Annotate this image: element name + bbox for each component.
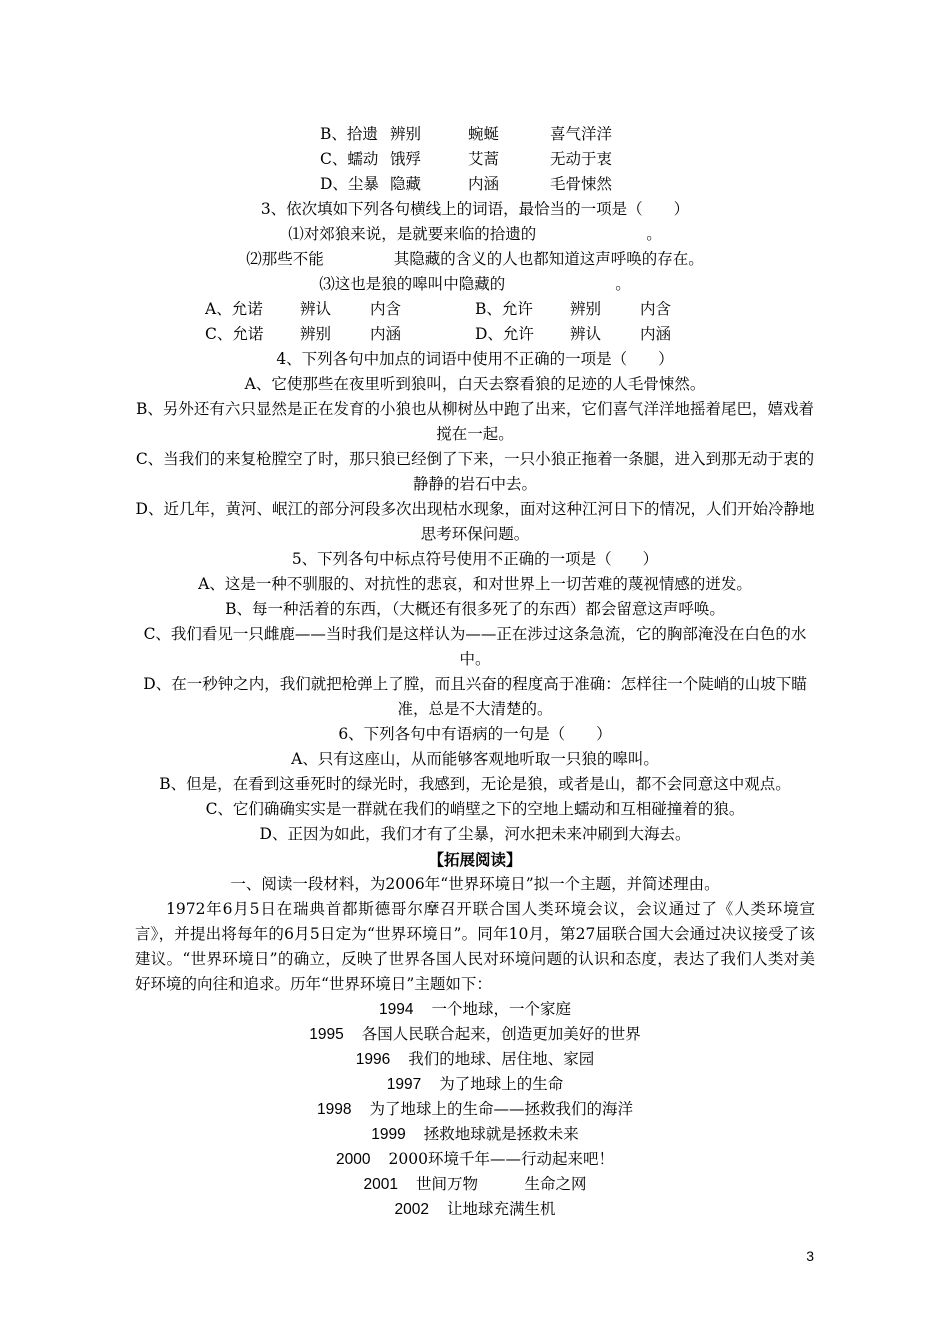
- q5-option-c: C、我们看见一只雌鹿——当时我们是这样认为——正在涉过这条急流，它的胸部淹没在白色的水中。: [143, 625, 807, 668]
- option-label: B、允许: [475, 300, 533, 318]
- sentence-text: ⑴对郊狼来说，是就要来临的拾遗的: [288, 225, 537, 243]
- theme-text: 各国人民联合起来，创造更加美好的世界: [361, 1025, 641, 1043]
- theme-text: 为了地球上的生命——拯救我们的海洋: [369, 1100, 633, 1118]
- q2-option-b: [135, 122, 815, 147]
- sentence-text: 。: [615, 275, 631, 293]
- option-word: 辨别: [300, 325, 332, 343]
- option-word: 隐藏: [390, 175, 422, 193]
- theme-row: [135, 1197, 815, 1222]
- theme-text: 让地球充满生机: [446, 1200, 556, 1218]
- option-label: C、蠕动: [320, 150, 379, 168]
- option-word: 内涵: [468, 175, 500, 193]
- q4-option-d: D、近几年，黄河、岷江的部分河段多次出现枯水现象，面对这种江河日下的情况，人们开始冷静地思考环保问题。: [135, 500, 815, 543]
- q5-option-a: A、这是一种不驯服的、对抗性的悲哀，和对世界上一切苦难的蔑视情感的迸发。: [198, 575, 752, 593]
- theme-row: [135, 997, 815, 1022]
- option-word: 艾蒿: [468, 150, 500, 168]
- q3-sentence-2: [135, 247, 815, 272]
- option-word: 内含: [640, 300, 672, 318]
- sentence-text: ⑶这也是狼的嗥叫中隐藏的: [319, 275, 506, 293]
- q6-option-a: A、只有这座山，从而能够客观地听取一只狼的嗥叫。: [291, 750, 659, 768]
- extended-reading-heading: 【拓展阅读】: [428, 850, 522, 869]
- q4-option-a: A、它使那些在夜里听到狼叫，白天去察看狼的足迹的人毛骨悚然。: [244, 375, 706, 393]
- option-word: 辨别: [570, 300, 602, 318]
- option-word: 内涵: [640, 325, 672, 343]
- theme-text: 我们的地球、居住地、家园: [408, 1050, 595, 1068]
- q3-sentence-1: [135, 222, 815, 247]
- option-word: 无动于衷: [550, 150, 613, 168]
- q5-stem: 5、下列各句中标点符号使用不正确的一项是（ ）: [291, 550, 659, 568]
- q5-option-d: D、在一秒钟之内，我们就把枪弹上了膛，而且兴奋的程度高于准确：怎样往一个陡峭的山坡下瞄准，总是不大清楚的。: [143, 675, 807, 718]
- q6-option-d: D、正因为如此，我们才有了尘暴，河水把未来冲刷到大海去。: [259, 825, 691, 843]
- option-label: B、拾遗: [320, 125, 378, 143]
- q3-option-b: [475, 297, 745, 322]
- theme-row: [135, 1022, 815, 1047]
- extended-task: 一、阅读一段材料，为2006年“世界环境日”拟一个主题，并简述理由。: [230, 875, 720, 893]
- theme-row: [135, 1122, 815, 1147]
- option-word: 蜿蜒: [468, 125, 500, 143]
- page-number: 3: [806, 1248, 814, 1264]
- q4-option-c: C、当我们的来复枪膛空了时，那只狼已经倒了下来，一只小狼正拖着一条腿，进入到那无动于衷的静静的岩石中去。: [135, 450, 815, 493]
- q3-option-c: [205, 322, 475, 347]
- option-word: 毛骨悚然: [550, 175, 613, 193]
- theme-text: 世间万物 生命之网: [415, 1175, 587, 1193]
- q3-options-ab: [135, 297, 815, 322]
- theme-text: 为了地球上的生命: [439, 1075, 564, 1093]
- theme-year: 1994: [379, 1001, 414, 1018]
- theme-year: 1999: [371, 1126, 406, 1143]
- q3-option-a: [205, 297, 475, 322]
- theme-year: 2001: [363, 1176, 398, 1193]
- theme-row: [135, 1147, 815, 1172]
- option-word: 喜气洋洋: [550, 125, 613, 143]
- theme-year: 1997: [386, 1076, 422, 1093]
- option-label: A、允诺: [205, 300, 263, 318]
- option-word: 内涵: [370, 325, 402, 343]
- q3-option-d: [475, 322, 745, 347]
- theme-text: 2000环境千年——行动起来吧！: [388, 1150, 614, 1168]
- theme-year: 1996: [355, 1051, 391, 1068]
- q3-sentence-3: [135, 272, 815, 297]
- theme-year: 1995: [309, 1026, 344, 1043]
- q6-stem: 6、下列各句中有语病的一句是（ ）: [338, 725, 612, 743]
- q2-option-c: [135, 147, 815, 172]
- theme-year: 1998: [317, 1101, 352, 1118]
- theme-year: 2000: [336, 1151, 371, 1168]
- option-word: 辨认: [300, 300, 332, 318]
- q5-option-b: B、每一种活着的东西，（大概还有很多死了的东西）都会留意这声呼唤。: [225, 600, 725, 618]
- theme-row: [135, 1097, 815, 1122]
- q4-option-b: B、另外还有六只显然是正在发育的小狼也从柳树丛中跑了出来，它们喜气洋洋地摇着尾巴，嬉戏着搅在一起。: [136, 400, 814, 443]
- theme-text: 一个地球，一个家庭: [431, 1000, 571, 1018]
- option-label: C、允诺: [205, 325, 264, 343]
- q3-options-cd: [135, 322, 815, 347]
- sentence-text: 其隐藏的含义的人也都知道这声呼唤的存在。: [393, 250, 704, 268]
- sentence-text: ⑵那些不能: [246, 250, 324, 268]
- theme-row: [135, 1047, 815, 1072]
- q6-option-b: B、但是，在看到这垂死时的绿光时，我感到，无论是狼，或者是山，都不会同意这中观点。: [159, 775, 791, 793]
- q2-option-d: [135, 172, 815, 197]
- option-word: 饿殍: [390, 150, 422, 168]
- option-label: D、允许: [475, 325, 534, 343]
- sentence-text: 。: [646, 225, 662, 243]
- theme-row: [135, 1072, 815, 1097]
- page-content: [135, 122, 815, 1222]
- theme-year: 2002: [394, 1201, 429, 1218]
- theme-list: [135, 997, 815, 1222]
- option-word: 辨别: [390, 125, 422, 143]
- option-word: 辨认: [570, 325, 602, 343]
- q6-option-c: C、它们确确实实是一群就在我们的峭壁之下的空地上蠕动和互相碰撞着的狼。: [205, 800, 745, 818]
- theme-text: 拯救地球就是拯救未来: [423, 1125, 579, 1143]
- q3-stem: 3、依次填如下列各句横线上的词语，最恰当的一项是（ ）: [260, 200, 690, 218]
- q4-stem: 4、下列各句中加点的词语中使用不正确的一项是（ ）: [276, 350, 674, 368]
- extended-paragraph: 1972年6月5日在瑞典首都斯德哥尔摩召开联合国人类环境会议，会议通过了《人类环境宣言》，并提出将每年的6月5日定为“世界环境日”。同年10月，第27届联合国大会通过决议接受了该建议。“世界环境日”的确立，反映了世界各国人民对环境问题的认识和态度，表达了我们人类对美好环境的向往和追求。历年“世界环境日”主题如下：: [135, 900, 815, 993]
- option-word: 内含: [370, 300, 402, 318]
- theme-row: [135, 1172, 815, 1197]
- option-label: D、尘暴: [320, 175, 379, 193]
